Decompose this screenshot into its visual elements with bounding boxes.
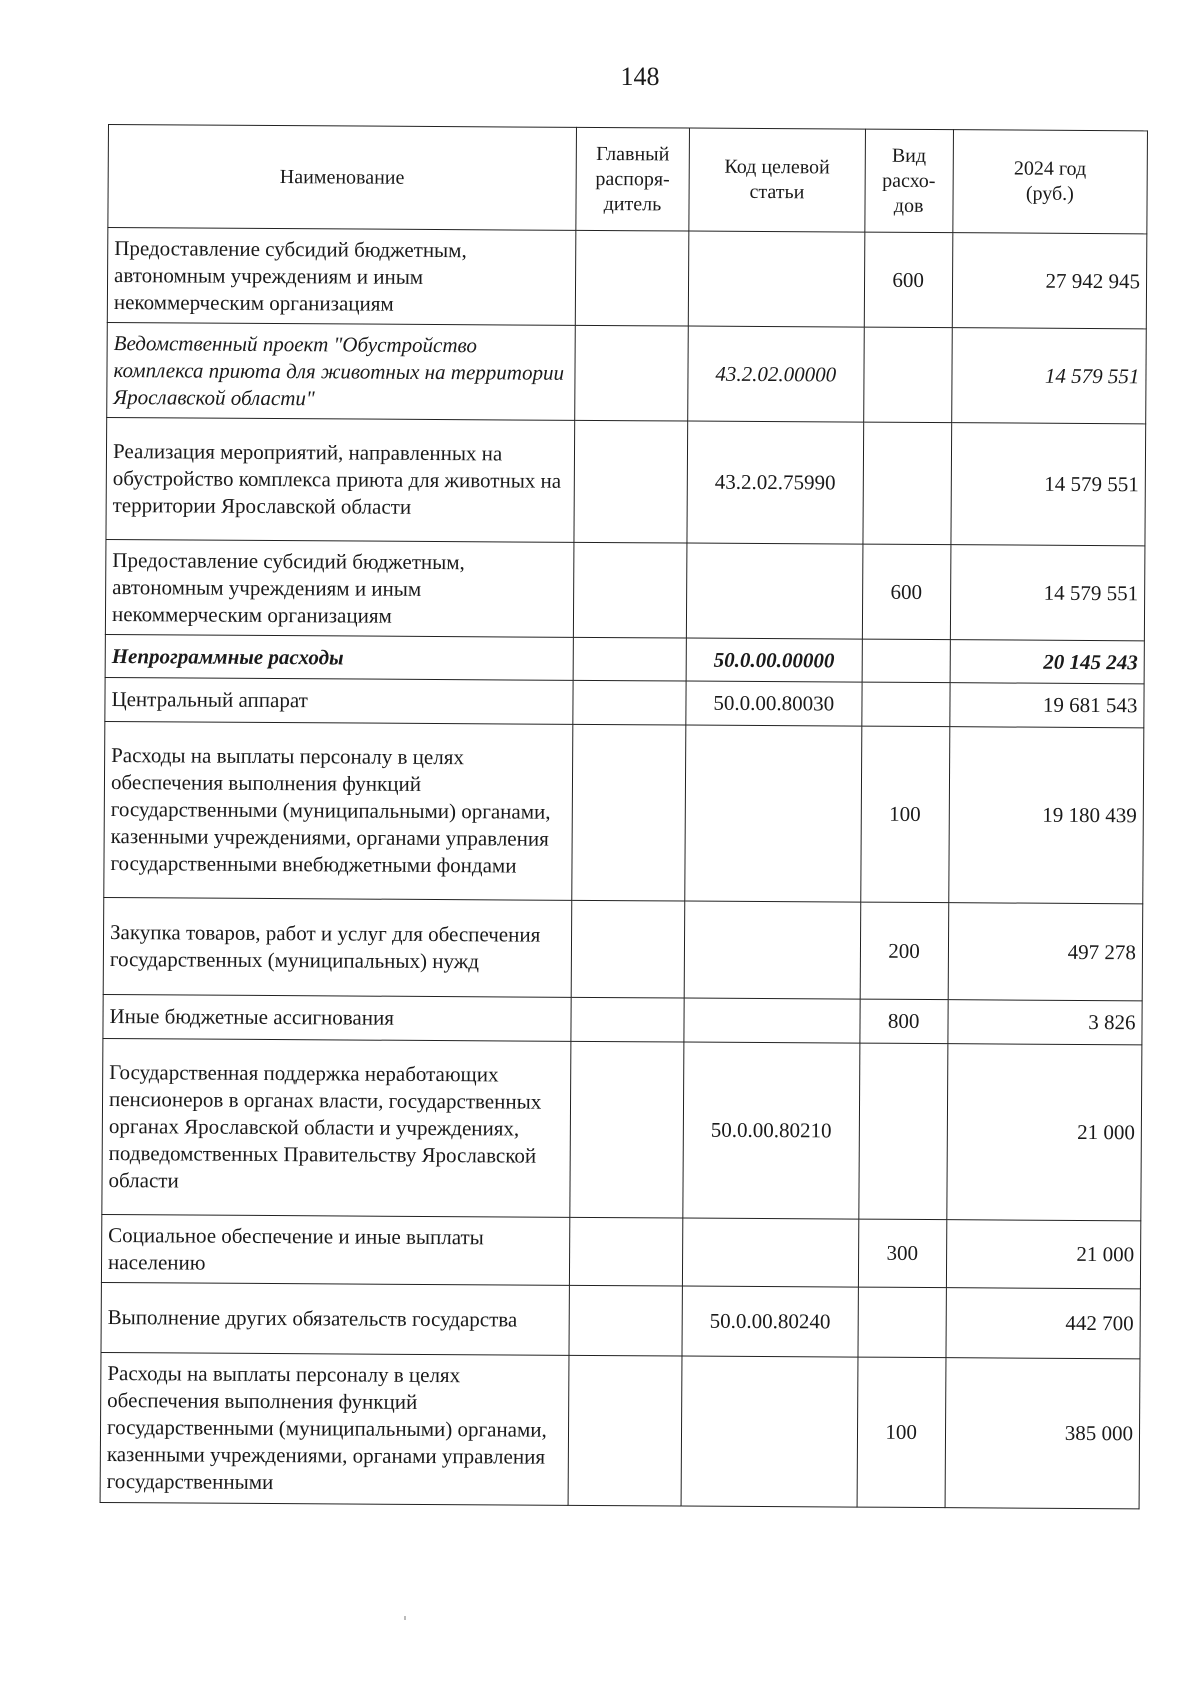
- table-row: [105, 539, 1145, 640]
- row-target-code: [681, 1356, 858, 1507]
- row-chief-manager: [575, 230, 689, 326]
- row-target-code: 50.0.00.80240: [682, 1286, 858, 1357]
- table-row: [104, 721, 1144, 903]
- row-target-code: [684, 901, 860, 999]
- row-expense-type: 300: [858, 1219, 946, 1288]
- page-number: 148: [620, 62, 660, 91]
- row-chief-manager: [568, 1355, 682, 1506]
- row-target-code: [684, 998, 860, 1043]
- row-name: Закупка товаров, работ и услуг для обеспечения государственных (муниципальных) нужд: [103, 897, 571, 997]
- row-chief-manager: [569, 1285, 683, 1356]
- row-chief-manager: [570, 1041, 684, 1218]
- row-chief-manager: [574, 420, 688, 543]
- table-row: [107, 322, 1147, 423]
- row-expense-type: [859, 1043, 948, 1220]
- row-expense-type: 800: [860, 999, 948, 1044]
- header-year-amount: [952, 130, 1147, 234]
- header-target-code-line1: Код целевой: [724, 155, 830, 179]
- table-row: [103, 897, 1143, 1000]
- row-target-code: 50.0.00.80210: [683, 1042, 860, 1219]
- row-amount: 3 826: [947, 1000, 1142, 1045]
- header-target-code: [689, 128, 865, 232]
- row-amount: 20 145 243: [950, 640, 1145, 684]
- header-chief-manager-line3: дитель: [603, 192, 662, 215]
- row-name: Ведомственный проект "Обустройство комплекса приюта для животных на территории Ярославской области": [107, 322, 575, 420]
- table-header-row: [108, 125, 1148, 234]
- header-expense-type-line1: Вид: [891, 144, 927, 167]
- row-target-code: 50.0.00.80030: [686, 681, 862, 726]
- row-name: Государственная поддержка неработающих пенсионеров в органах власти, государственных органах Ярославской области и учреждениях, подведомственных Правительству Ярославской области: [102, 1038, 571, 1217]
- row-expense-type: 100: [860, 726, 949, 903]
- row-chief-manager: [571, 997, 684, 1042]
- row-name: Предоставление субсидий бюджетным, автономным учреждениям и иным некоммерческим организациям: [105, 539, 573, 637]
- row-amount: 14 579 551: [951, 423, 1146, 546]
- header-target-code-line2: статьи: [749, 180, 805, 204]
- row-target-code: 50.0.00.00000: [686, 638, 862, 682]
- row-amount: 14 579 551: [950, 545, 1145, 641]
- header-expense-type: [865, 129, 953, 233]
- row-amount: 19 681 543: [949, 683, 1144, 728]
- row-expense-type: [863, 422, 952, 545]
- row-name: Предоставление субсидий бюджетным, автономным учреждениям и иным некоммерческим организациям: [107, 228, 575, 326]
- header-name: Наименование: [108, 125, 576, 231]
- row-expense-type: 600: [864, 232, 952, 328]
- budget-table: [100, 124, 1148, 1509]
- row-amount: 442 700: [946, 1288, 1141, 1359]
- row-chief-manager: [575, 325, 689, 421]
- budget-table-container: [100, 124, 1148, 1509]
- row-expense-type: 200: [860, 902, 948, 1000]
- row-name: Социальное обеспечение и иные выплаты населению: [101, 1214, 569, 1285]
- row-target-code: [686, 543, 862, 639]
- row-amount: 21 000: [946, 1220, 1141, 1289]
- row-expense-type: 100: [857, 1357, 946, 1508]
- row-amount: 19 180 439: [948, 727, 1143, 904]
- row-target-code: [685, 725, 862, 902]
- table-row: [101, 1214, 1140, 1288]
- row-name: Расходы на выплаты персоналу в целях обеспечения выполнения функций государственными (муниципальными) органами, казенными учреждениями, органами управления государственными: [100, 1352, 569, 1505]
- header-year-amount-line1: 2024 год: [1013, 157, 1087, 180]
- header-chief-manager-line1: Главный: [596, 142, 670, 165]
- table-row: [105, 677, 1144, 727]
- scan-speck: [404, 1616, 406, 1620]
- row-chief-manager: [573, 637, 686, 681]
- row-target-code: 43.2.02.75990: [687, 421, 863, 544]
- row-chief-manager: [573, 680, 686, 725]
- row-chief-manager: [573, 542, 687, 638]
- row-name: Расходы на выплаты персоналу в целях обеспечения выполнения функций государственными (муниципальными) органами, казенными учреждениями, органами управления государственными внебюджетными фондами: [104, 721, 573, 900]
- table-row: [103, 994, 1142, 1044]
- row-chief-manager: [572, 724, 686, 901]
- table-row: [105, 634, 1144, 683]
- header-expense-type-line2: расхо-: [882, 169, 936, 192]
- row-expense-type: [862, 682, 950, 727]
- header-expense-type-line3: дов: [893, 194, 924, 217]
- row-amount: 21 000: [946, 1044, 1141, 1221]
- row-name: Иные бюджетные ассигнования: [103, 994, 571, 1041]
- row-name: Центральный аппарат: [105, 677, 573, 724]
- row-chief-manager: [571, 900, 685, 998]
- table-row: [102, 1038, 1142, 1220]
- row-amount: 385 000: [945, 1358, 1140, 1509]
- row-name: Реализация мероприятий, направленных на обустройство комплекса приюта для животных на территории Ярославской области: [106, 417, 575, 542]
- row-name: Непрограммные расходы: [105, 634, 573, 680]
- table-row: [100, 1352, 1140, 1508]
- row-amount: 14 579 551: [951, 328, 1146, 424]
- header-chief-manager-line2: распоря-: [595, 167, 670, 190]
- row-target-code: [688, 231, 864, 327]
- table-row: [101, 1282, 1140, 1358]
- table-row: [107, 228, 1147, 329]
- row-expense-type: [862, 639, 950, 683]
- header-year-amount-line2: (руб.): [1025, 182, 1074, 205]
- row-name: Выполнение других обязательств государства: [101, 1282, 569, 1355]
- table-row: [106, 417, 1146, 545]
- row-amount: 497 278: [948, 903, 1143, 1001]
- row-expense-type: [858, 1287, 946, 1358]
- row-target-code: 43.2.02.00000: [688, 326, 864, 422]
- row-amount: 27 942 945: [952, 233, 1147, 329]
- row-expense-type: 600: [862, 544, 950, 640]
- header-chief-manager: [576, 127, 690, 231]
- row-chief-manager: [569, 1217, 683, 1286]
- row-expense-type: [863, 327, 951, 423]
- row-target-code: [682, 1218, 858, 1287]
